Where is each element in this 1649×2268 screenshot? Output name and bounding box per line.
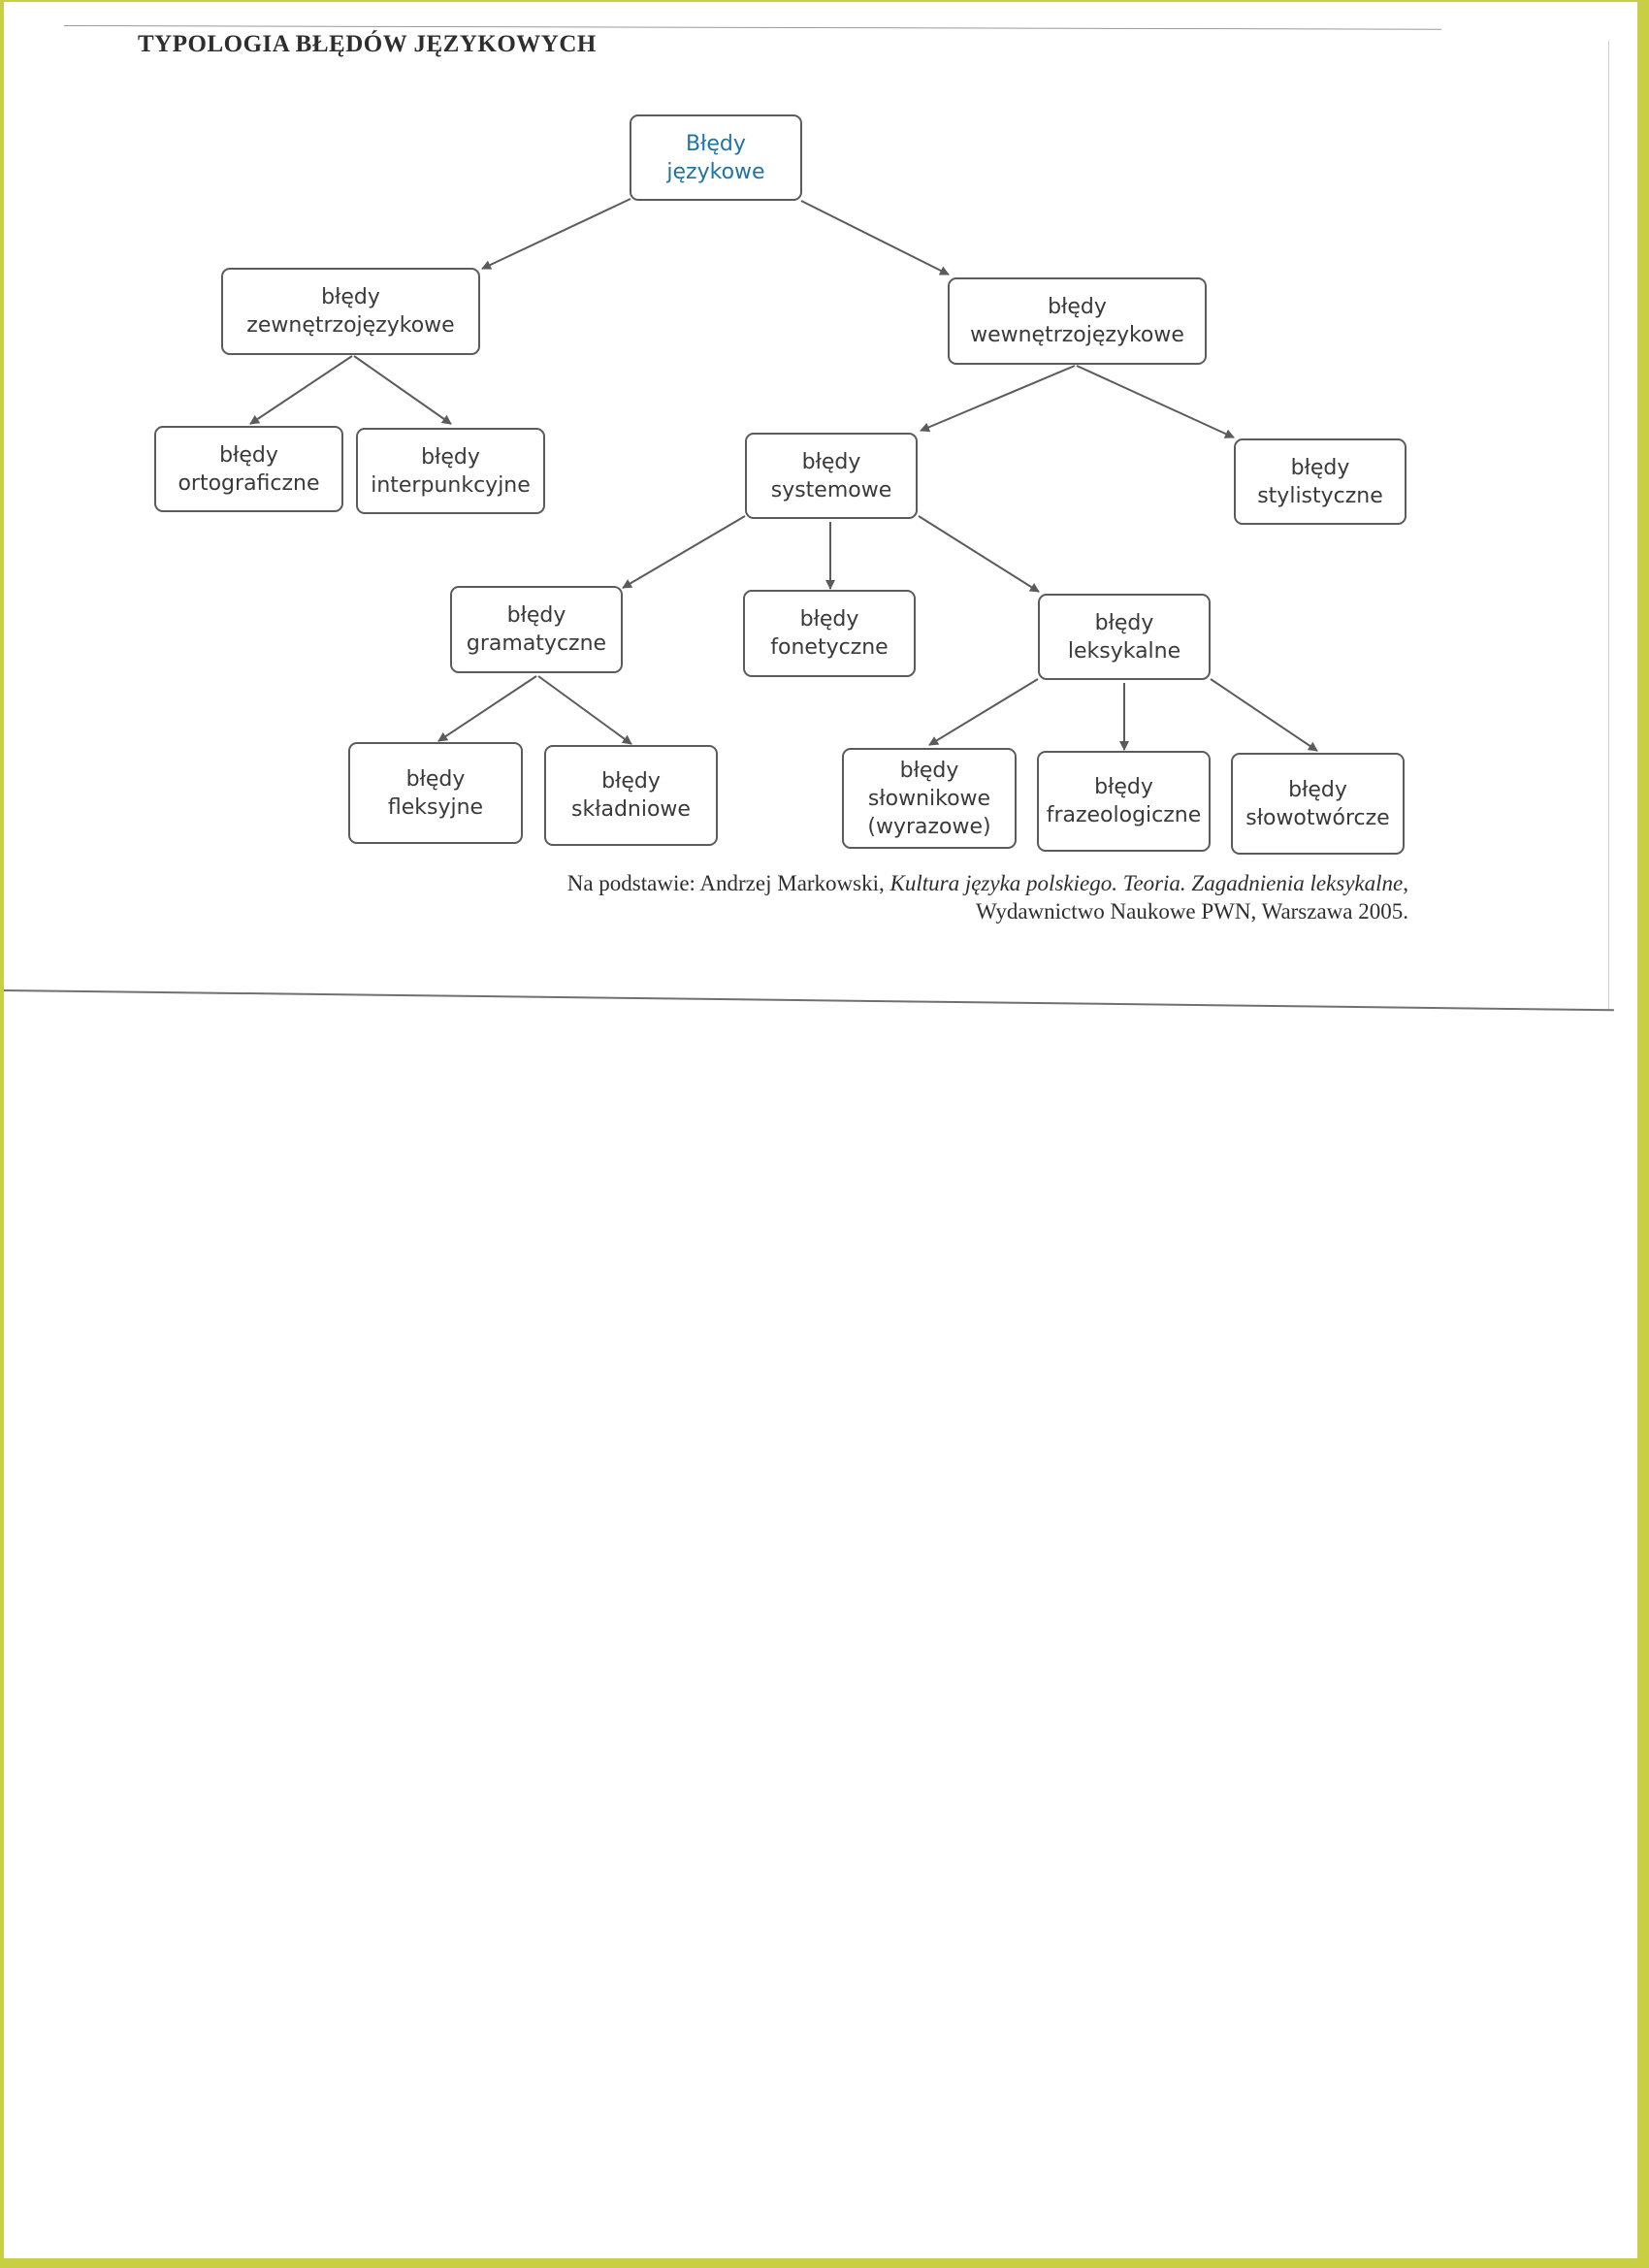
node-phonetic-errors: błędy fonetyczne bbox=[743, 590, 916, 677]
node-extralinguistic-errors: błędy zewnętrzojęzykowe bbox=[221, 268, 480, 355]
citation-prefix: Na podstawie: Andrzej Markowski, bbox=[566, 871, 890, 895]
arrow-grammatical-syntactic bbox=[538, 676, 631, 744]
source-citation bbox=[524, 869, 1408, 925]
arrow-internal-stylistic bbox=[1077, 366, 1234, 437]
arrow-internal-systemic bbox=[921, 366, 1075, 431]
citation-comma: , bbox=[1403, 871, 1408, 895]
arrow-external-punctuation bbox=[354, 356, 451, 424]
node-stylistic-errors: błędy stylistyczne bbox=[1234, 438, 1406, 525]
node-lexical-errors: błędy leksykalne bbox=[1038, 594, 1211, 680]
node-wordformation-errors: błędy słowotwórcze bbox=[1231, 753, 1405, 855]
node-phraseological-errors: błędy frazeologiczne bbox=[1037, 751, 1211, 852]
node-orthographic-errors: błędy ortograficzne bbox=[154, 426, 343, 512]
arrow-lexical-dictionary bbox=[929, 679, 1038, 745]
citation-publisher: Wydawnictwo Naukowe PWN, Warszawa 2005. bbox=[976, 899, 1408, 923]
arrow-grammatical-inflectional bbox=[438, 676, 536, 741]
diagram-heading: TYPOLOGIA BŁĘDÓW JĘZYKOWYCH bbox=[138, 31, 597, 57]
arrow-systemic-lexical bbox=[919, 516, 1039, 592]
node-inflectional-errors: błędy fleksyjne bbox=[348, 742, 523, 844]
arrow-lexical-wordformation bbox=[1211, 679, 1317, 751]
node-systemic-errors: błędy systemowe bbox=[745, 433, 918, 519]
node-language-errors: Błędy językowe bbox=[630, 114, 802, 201]
arrow-root-external bbox=[482, 199, 630, 269]
node-dictionary-errors: błędy słownikowe (wyrazowe) bbox=[842, 748, 1017, 849]
arrow-root-internal bbox=[801, 201, 949, 275]
node-punctuation-errors: błędy interpunkcyjne bbox=[356, 428, 545, 514]
node-grammatical-errors: błędy gramatyczne bbox=[450, 586, 623, 673]
citation-book-title: Kultura języka polskiego. Teoria. Zagadnienia leksykalne bbox=[889, 871, 1404, 895]
arrow-external-orthographic bbox=[250, 356, 352, 424]
node-intralinguistic-errors: błędy wewnętrzojęzykowe bbox=[948, 277, 1207, 365]
node-syntactic-errors: błędy składniowe bbox=[544, 745, 718, 846]
arrow-systemic-grammatical bbox=[623, 516, 745, 588]
